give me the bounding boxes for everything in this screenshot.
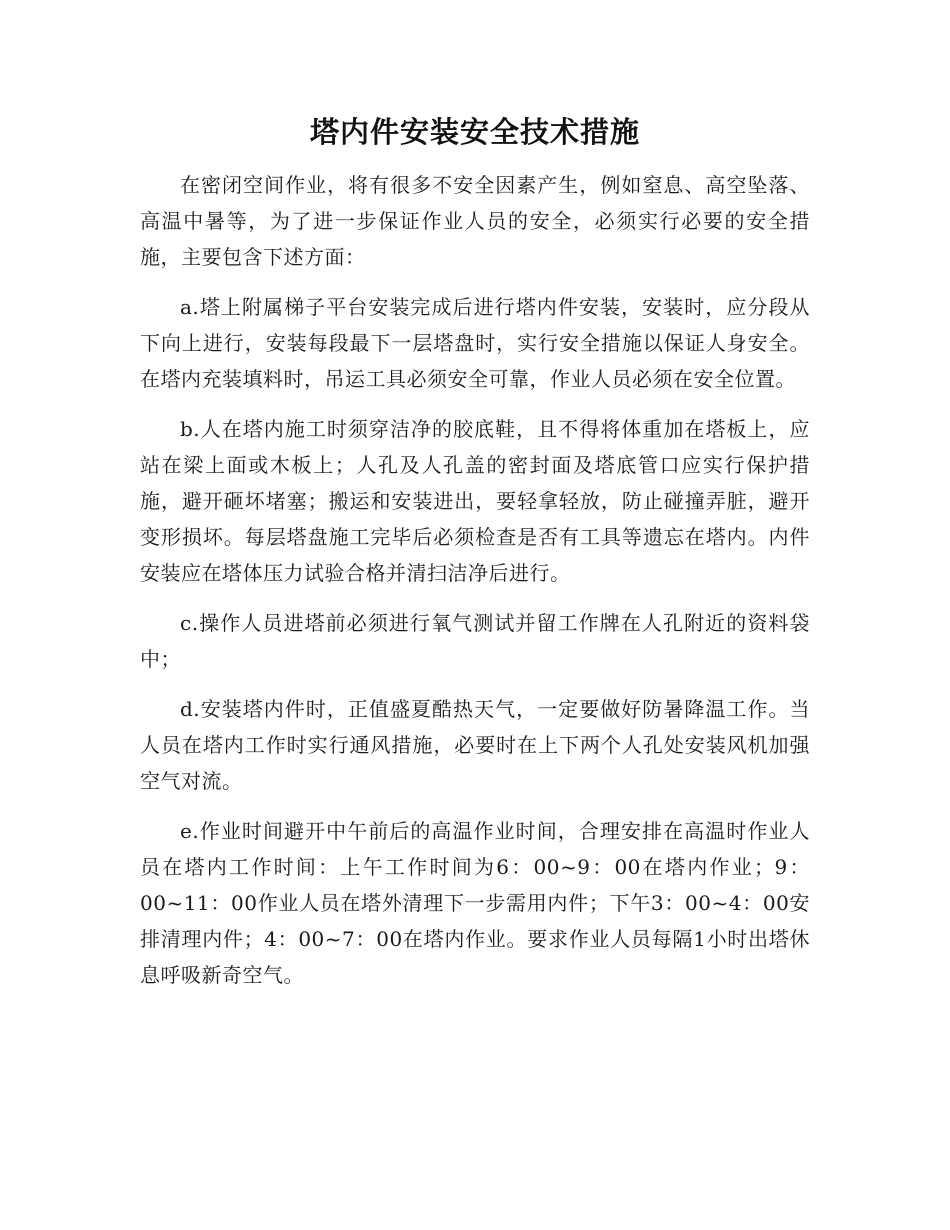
paragraph-c: c.操作人员进塔前必须进行氧气测试并留工作牌在人孔附近的资料袋中； [140, 611, 810, 671]
paragraph-b: b.人在塔内施工时须穿洁净的胶底鞋，且不得将体重加在塔板上，应站在梁上面或木板上；人孔及人孔盖的密封面及塔底管口应实行保护措施，避开砸坏堵塞；搬运和安装进出，要轻拿轻放，防止碰撞弄脏，避开变形损坏。每层塔盘施工完毕后必须检查是否有工具等遗忘在塔内。内件安装应在塔体压力试验合格并清扫洁净后进行。 [140, 417, 810, 585]
document-title: 塔内件安装安全技术措施 [309, 115, 640, 149]
paragraph-d: d.安装塔内件时，正值盛夏酷热天气，一定要做好防暑降温工作。当人员在塔内工作时实行通风措施，必要时在上下两个人孔处安装风机加强空气对流。 [140, 697, 810, 793]
paragraph-e: e.作业时间避开中午前后的高温作业时间，合理安排在高温时作业人员在塔内工作时间：上午工作时间为6：00~9：00在塔内作业；9：00~11：00作业人员在塔外清理下一步需用内件；下午3：00~4：00安排清理内件；4：00~7：00在塔内作业。要求作业人员每隔1小时出塔休息呼吸新奇空气。 [140, 819, 810, 987]
document-body [140, 167, 810, 1007]
paragraph-intro: 在密闭空间作业，将有很多不安全因素产生，例如窒息、高空坠落、高温中暑等，为了进一步保证作业人员的安全，必须实行必要的安全措施，主要包含下述方面： [140, 173, 810, 269]
paragraph-a: a.塔上附属梯子平台安装完成后进行塔内件安装，安装时，应分段从下向上进行，安装每段最下一层塔盘时，实行安全措施以保证人身安全。在塔内充装填料时，吊运工具必须安全可靠，作业人员必须在安全位置。 [140, 295, 810, 391]
